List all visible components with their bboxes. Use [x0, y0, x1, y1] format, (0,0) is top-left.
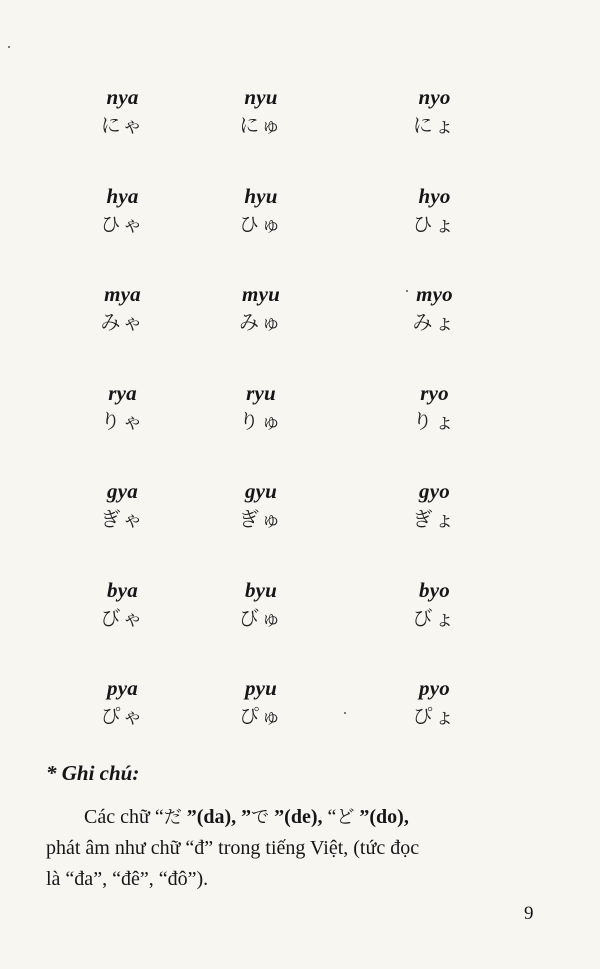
close-quote: ”	[269, 806, 285, 828]
kana-do: ど	[336, 807, 355, 828]
romaji-label: nyu	[244, 85, 278, 109]
romaji-label: gyu	[244, 479, 278, 503]
print-speck	[8, 46, 10, 48]
close-quote: ”	[181, 806, 197, 828]
romaji-label: myo	[416, 282, 453, 306]
hiragana-label: にゃ	[100, 113, 145, 137]
hiragana-label: ぎゃ	[100, 507, 145, 531]
page-number: 9	[524, 903, 534, 924]
romaji-label: byo	[419, 577, 450, 602]
syllable-cell	[66, 84, 179, 183]
hiragana-label: ひゅ	[239, 211, 283, 236]
syllable-cell	[343, 380, 526, 479]
hiragana-label: ぴゃ	[100, 704, 145, 728]
syllable-cell	[343, 675, 526, 774]
print-speck	[344, 712, 346, 714]
romaji-label: nya	[106, 85, 139, 109]
syllable-cell	[343, 281, 526, 380]
romaji-label: ryo	[420, 380, 449, 405]
romaji-label: rya	[108, 380, 137, 405]
hiragana-label: にゅ	[239, 113, 283, 137]
syllable-cell	[66, 183, 179, 282]
syllable-cell	[66, 577, 179, 676]
hiragana-label: りょ	[412, 408, 457, 433]
syllable-cell	[66, 380, 179, 479]
romaji-label: pyu	[244, 676, 278, 700]
romaji-label: mya	[104, 282, 141, 306]
romaji-da: (da),	[196, 806, 242, 828]
syllable-cell	[343, 478, 526, 577]
romaji-label: hyu	[244, 183, 278, 208]
syllable-cell	[66, 281, 179, 380]
syllable-cell	[66, 675, 179, 774]
hiragana-label: ぴょ	[412, 704, 457, 728]
print-speck	[406, 290, 408, 292]
romaji-label: nyo	[418, 85, 451, 109]
syllable-cell	[179, 183, 343, 282]
syllable-cell	[179, 281, 343, 380]
hiragana-label: みゃ	[100, 310, 145, 334]
romaji-do: (do),	[369, 806, 409, 828]
syllable-cell	[343, 84, 526, 183]
kana-da: だ	[163, 807, 182, 828]
hiragana-label: りゃ	[100, 408, 145, 433]
hiragana-label: ひゃ	[100, 211, 145, 236]
syllable-cell	[179, 84, 343, 183]
romaji-label: bya	[107, 577, 138, 602]
romaji-label: myu	[242, 282, 280, 306]
romaji-label: gyo	[419, 479, 450, 503]
romaji-label: gya	[107, 479, 138, 503]
hiragana-label: みゅ	[239, 310, 283, 334]
open-quote: “	[327, 806, 337, 828]
hiragana-label: びゃ	[100, 605, 145, 630]
romaji-label: hya	[106, 183, 139, 208]
hiragana-label: ぎゅ	[239, 507, 283, 531]
romaji-de: (de),	[284, 806, 328, 828]
open-quote: “	[154, 806, 164, 828]
close-quote: ”	[354, 806, 370, 828]
syllable-cell	[179, 380, 343, 479]
syllable-cell	[179, 478, 343, 577]
syllable-cell	[343, 183, 526, 282]
hiragana-label: りゅ	[239, 408, 283, 433]
hiragana-label: にょ	[412, 113, 457, 137]
syllable-cell	[66, 478, 179, 577]
syllable-cell	[343, 577, 526, 676]
hiragana-label: びゅ	[239, 605, 283, 630]
romaji-label: hyo	[418, 183, 451, 208]
yoon-syllable-table	[66, 84, 526, 774]
note-line-3: là “đa”, “đê”, “đô”).	[46, 868, 209, 890]
note-heading: * Ghi chú:	[46, 761, 140, 785]
note-line-2: phát âm như chữ “đ” trong tiếng Việt, (tức đọc	[46, 837, 420, 859]
open-quote: ”	[241, 806, 252, 828]
hiragana-label: みょ	[412, 310, 457, 334]
hiragana-label: びょ	[412, 605, 457, 630]
hiragana-label: ひょ	[412, 211, 457, 236]
hiragana-label: ぎょ	[412, 507, 457, 531]
romaji-label: byu	[244, 577, 278, 602]
romaji-label: ryu	[246, 380, 276, 405]
note-line-1	[46, 802, 546, 833]
note-intro: Các chữ	[84, 806, 155, 828]
hiragana-label: ぴゅ	[239, 704, 283, 728]
kana-de: で	[251, 807, 270, 828]
romaji-label: pya	[107, 676, 138, 700]
romaji-label: pyo	[419, 676, 450, 700]
syllable-cell	[179, 577, 343, 676]
syllable-cell	[179, 675, 343, 774]
note-paragraph	[46, 802, 546, 895]
